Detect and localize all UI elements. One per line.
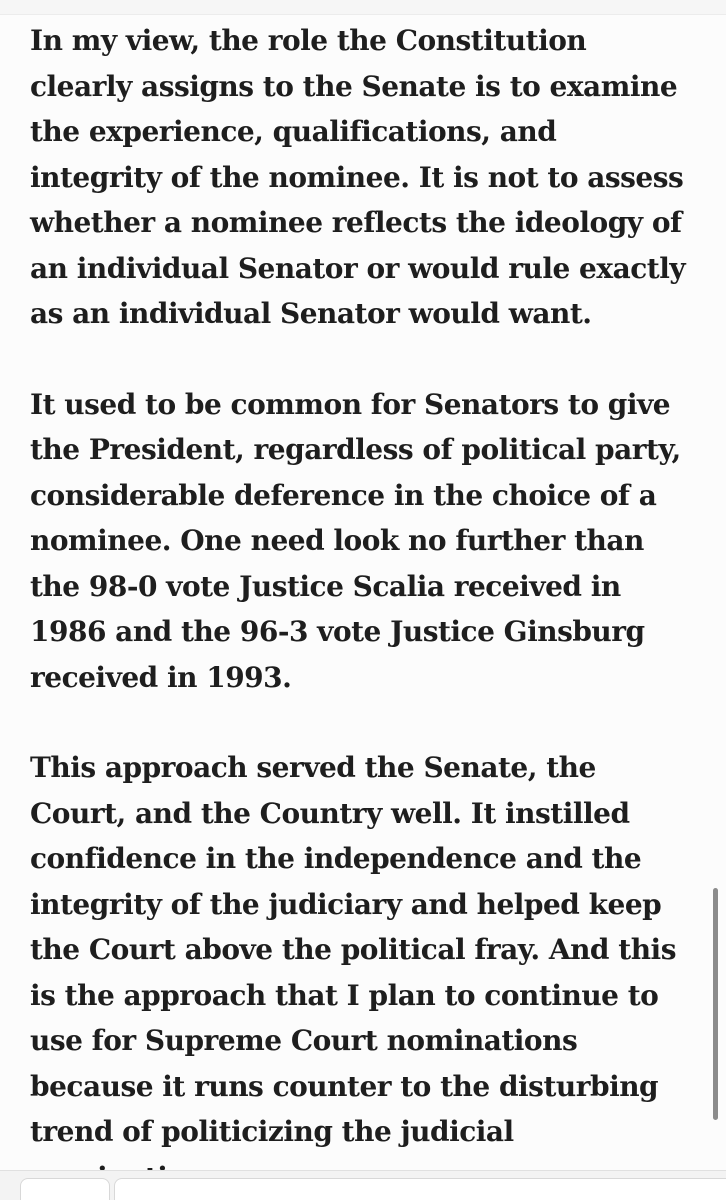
paragraph-approach: This approach served the Senate, the Court, and the Country well. It instilled confidence in the independence and the integrity of the judiciary and helped keep the Court above the political fray. And this is the approach that I plan to continue to use for Supreme Court nominations because it runs counter to the disturbing trend of politicizing the judicial: [30, 751, 676, 1148]
document-body: [30, 18, 702, 1200]
bottom-left-control[interactable]: [20, 1178, 110, 1200]
paragraph-senate-deference: It used to be common for Senators to give the President, regardless of political party, considerable deference in the choice of a nominee. One need look no further than the 98-0 vote Justice Scalia received in 1986 and the 96-3 vote Justice Ginsburg received in 1993.: [30, 387, 681, 694]
paragraph-constitution-role: In my view, the role the Constitution clearly assigns to the Senate is to examine the experience, qualifications, and integrity of the nominee. It is not to assess whether a nominee reflects the ideology of an individual Senator or would rule exactly as an individual Senator would want.: [30, 24, 686, 330]
bottom-input-field[interactable]: [114, 1178, 726, 1200]
vertical-scrollbar[interactable]: [713, 888, 718, 1120]
top-edge: [0, 0, 726, 15]
